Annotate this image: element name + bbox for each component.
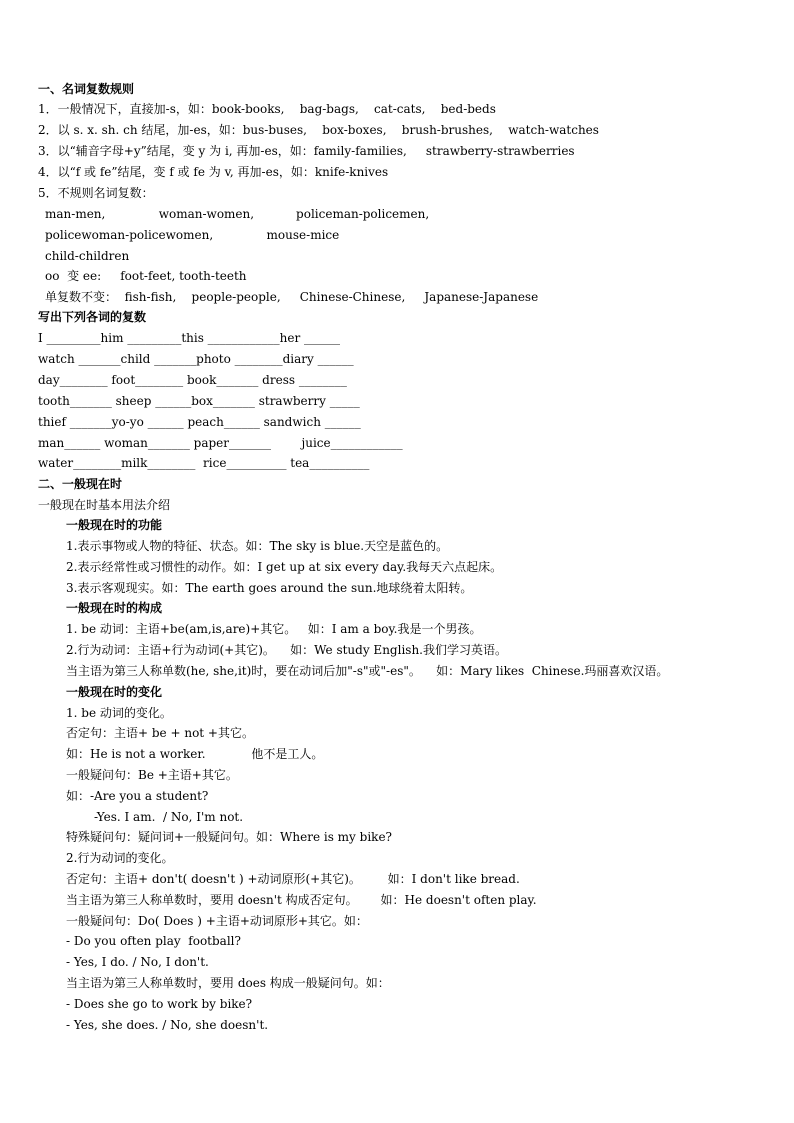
- subheading-changes: 一般现在时的变化: [66, 685, 163, 699]
- body-line: - Do you often play football?: [66, 934, 241, 948]
- example-line: 单复数不变： fish-fish, people-people, Chinese-Chinese, Japanese-Japanese: [45, 290, 539, 304]
- example-line: oo 变 ee: foot-feet, tooth-teeth: [45, 269, 247, 283]
- rule-line: 3．以“辅音字母+y”结尾，变 y 为 i, 再加-es，如：family-families, strawberry-strawberries: [38, 144, 575, 158]
- body-line: 2.行为动词的变化。: [66, 851, 174, 865]
- exercise-line: thief _______yo-yo ______ peach______ sandwich ______: [38, 415, 361, 429]
- body-line: 1.表示事物或人物的特征、状态。如：The sky is blue.天空是蓝色的。: [66, 539, 449, 553]
- subheading-function: 一般现在时的功能: [66, 518, 163, 532]
- body-line: 否定句：主语+ don't( doesn't ) +动词原形(+其它)。 如：I don't like bread.: [66, 872, 520, 886]
- section-heading-present-simple: 二、一般现在时: [38, 477, 123, 491]
- body-line: 2.表示经常性或习惯性的动作。如：I get up at six every day.我每天六点起床。: [66, 560, 503, 574]
- exercise-line: watch _______child _______photo ________diary ______: [38, 352, 354, 366]
- exercise-heading: 写出下列各词的复数: [38, 310, 147, 324]
- subheading-structure: 一般现在时的构成: [66, 601, 163, 615]
- exercise-line: day________ foot________ book_______ dress ________: [38, 373, 347, 387]
- rule-line: 1．一般情况下，直接加-s，如：book-books, bag-bags, cat-cats, bed-beds: [38, 102, 496, 116]
- example-line: child-children: [45, 249, 130, 263]
- body-line: - Yes, she does. / No, she doesn't.: [66, 1018, 269, 1032]
- example-line: man-men, woman-women, policeman-policemen,: [45, 207, 430, 221]
- body-line: - Does she go to work by bike?: [66, 997, 253, 1011]
- intro-line: 一般现在时基本用法介绍: [38, 498, 171, 512]
- body-line: -Yes. I am. / No, I'm not.: [94, 810, 244, 824]
- rule-line: 4．以“f 或 fe”结尾，变 f 或 fe 为 v, 再加-es，如：knife-knives: [38, 165, 389, 179]
- exercise-line: tooth_______ sheep ______box_______ strawberry _____: [38, 394, 360, 408]
- rule-line: 2．以 s. x. sh. ch 结尾，加-es，如：bus-buses, box-boxes, brush-brushes, watch-watches: [38, 123, 599, 137]
- body-line: 当主语为第三人称单数时，要用 doesn't 构成否定句。 如：He doesn't often play.: [66, 893, 537, 907]
- body-line: 当主语为第三人称单数(he, she,it)时，要在动词后加"-s"或"-es"。 如：Mary likes Chinese.玛丽喜欢汉语。: [66, 664, 669, 678]
- body-line: 如：He is not a worker. 他不是工人。: [66, 747, 324, 761]
- body-line: 当主语为第三人称单数时，要用 does 构成一般疑问句。如：: [66, 976, 390, 990]
- example-line: policewoman-policewomen, mouse-mice: [45, 228, 340, 242]
- body-line: 否定句：主语+ be + not +其它。: [66, 726, 254, 740]
- body-line: 1. be 动词：主语+be(am,is,are)+其它。 如：I am a boy.我是一个男孩。: [66, 622, 482, 636]
- rule-line: 5．不规则名词复数：: [38, 186, 154, 200]
- body-line: 如：-Are you a student?: [66, 789, 209, 803]
- body-line: - Yes, I do. / No, I don't.: [66, 955, 209, 969]
- body-line: 3.表示客观现实。如：The earth goes around the sun.地球绕着太阳转。: [66, 581, 473, 595]
- exercise-line: I _________him _________this ____________her ______: [38, 331, 341, 345]
- body-line: 特殊疑问句：疑问词+一般疑问句。如：Where is my bike?: [66, 830, 392, 844]
- section-heading-noun-plural: 一、名词复数规则: [38, 82, 135, 96]
- body-line: 2.行为动词：主语+行为动词(+其它)。 如：We study English.我们学习英语。: [66, 643, 507, 657]
- exercise-line: water________milk________ rice__________ tea__________: [38, 456, 370, 470]
- body-line: 一般疑问句：Be +主语+其它。: [66, 768, 238, 782]
- body-line: 一般疑问句：Do( Does ) +主语+动词原形+其它。如：: [66, 914, 368, 928]
- exercise-line: man______ woman_______ paper_______ juice____________: [38, 436, 403, 450]
- body-line: 1. be 动词的变化。: [66, 706, 172, 720]
